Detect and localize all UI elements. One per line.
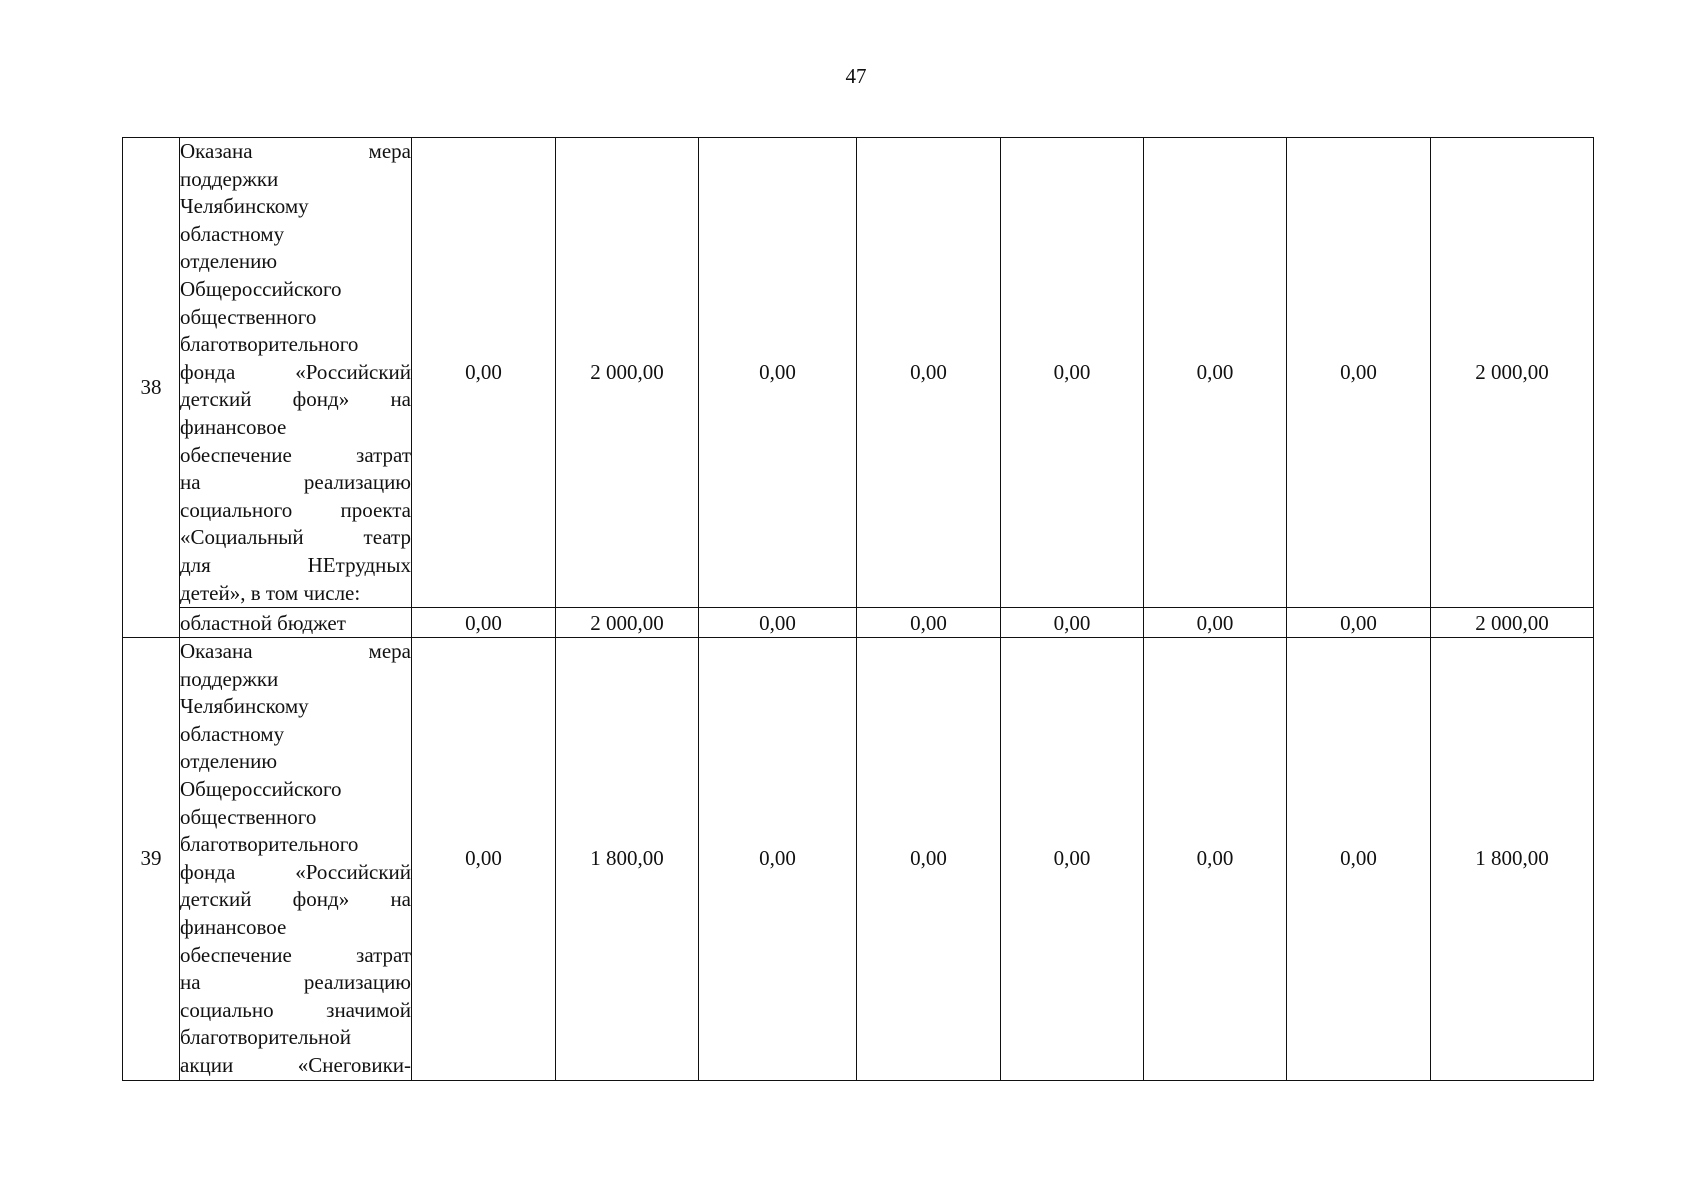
value-cell: 0,00 bbox=[1144, 608, 1287, 638]
value-cell: 0,00 bbox=[1287, 138, 1431, 608]
value-cell: 2 000,00 bbox=[1431, 608, 1594, 638]
row-number: 39 bbox=[123, 638, 180, 1081]
table-row bbox=[123, 608, 1594, 638]
description-line: детей», в том числе: bbox=[180, 580, 361, 605]
description-line: Оказана мера bbox=[180, 639, 411, 664]
sub-row-label bbox=[180, 608, 412, 638]
description-line: поддержки bbox=[180, 166, 279, 191]
value-cell: 0,00 bbox=[1001, 138, 1144, 608]
value-cell: 0,00 bbox=[1144, 638, 1287, 1081]
description-line: фонда «Российский bbox=[180, 859, 411, 884]
value-cell: 0,00 bbox=[699, 638, 857, 1081]
value-cell: 0,00 bbox=[1001, 638, 1144, 1081]
row-description bbox=[180, 138, 412, 608]
value-cell: 0,00 bbox=[699, 138, 857, 608]
description-line: отделению bbox=[180, 249, 278, 274]
description-line: детский фонд» на bbox=[180, 387, 411, 412]
description-line: акции «Снеговики- bbox=[180, 1053, 411, 1077]
value-cell: 0,00 bbox=[1287, 608, 1431, 638]
value-cell: 0,00 bbox=[1287, 638, 1431, 1081]
description-line: отделению bbox=[180, 749, 278, 774]
value-cell: 1 800,00 bbox=[1431, 638, 1594, 1081]
description-line: на реализацию bbox=[180, 470, 411, 495]
description-line: для НЕтрудных bbox=[180, 552, 411, 577]
value-cell: 0,00 bbox=[1001, 608, 1144, 638]
description-line: Челябинскому bbox=[180, 194, 309, 219]
description-line: обеспечение затрат bbox=[180, 942, 411, 967]
value-cell: 0,00 bbox=[857, 638, 1001, 1081]
description-line: фонда «Российский bbox=[180, 359, 411, 384]
description-line: поддержки bbox=[180, 666, 279, 691]
description-line: детский фонд» на bbox=[180, 887, 411, 912]
description-line: Оказана мера bbox=[180, 139, 411, 163]
description-line: социального проекта bbox=[180, 497, 411, 522]
description-line: Челябинскому bbox=[180, 694, 309, 719]
description-line: финансовое bbox=[180, 414, 287, 439]
description-line: благотворительного bbox=[180, 332, 359, 357]
description-line: областному bbox=[180, 221, 285, 246]
budget-table bbox=[122, 137, 1594, 1081]
description-line: на реализацию bbox=[180, 970, 411, 995]
description-line: финансовое bbox=[180, 915, 287, 940]
description-line: Общероссийского bbox=[180, 777, 342, 802]
value-cell: 0,00 bbox=[857, 138, 1001, 608]
value-cell: 0,00 bbox=[412, 608, 556, 638]
description-line: обеспечение затрат bbox=[180, 442, 411, 467]
value-cell: 2 000,00 bbox=[1431, 138, 1594, 608]
description-line: Общероссийского bbox=[180, 276, 342, 301]
description-line: «Социальный театр bbox=[180, 525, 411, 550]
description-line: общественного bbox=[180, 804, 317, 829]
value-cell: 0,00 bbox=[699, 608, 857, 638]
value-cell: 0,00 bbox=[412, 638, 556, 1081]
description-line: благотворительной bbox=[180, 1025, 351, 1050]
row-description bbox=[180, 638, 412, 1081]
table-row bbox=[123, 138, 1594, 608]
description-line: социально значимой bbox=[180, 997, 411, 1022]
page-number: 47 bbox=[845, 64, 867, 88]
value-cell: 0,00 bbox=[857, 608, 1001, 638]
value-cell: 0,00 bbox=[1144, 138, 1287, 608]
value-cell: 1 800,00 bbox=[556, 638, 699, 1081]
value-cell: 0,00 bbox=[412, 138, 556, 608]
table-row bbox=[123, 638, 1594, 1081]
description-line: благотворительного bbox=[180, 832, 359, 857]
description-line: общественного bbox=[180, 304, 317, 329]
description-line: областной бюджет bbox=[180, 610, 346, 635]
value-cell: 2 000,00 bbox=[556, 608, 699, 638]
row-number: 38 bbox=[123, 138, 180, 638]
value-cell: 2 000,00 bbox=[556, 138, 699, 608]
description-line: областному bbox=[180, 721, 285, 746]
